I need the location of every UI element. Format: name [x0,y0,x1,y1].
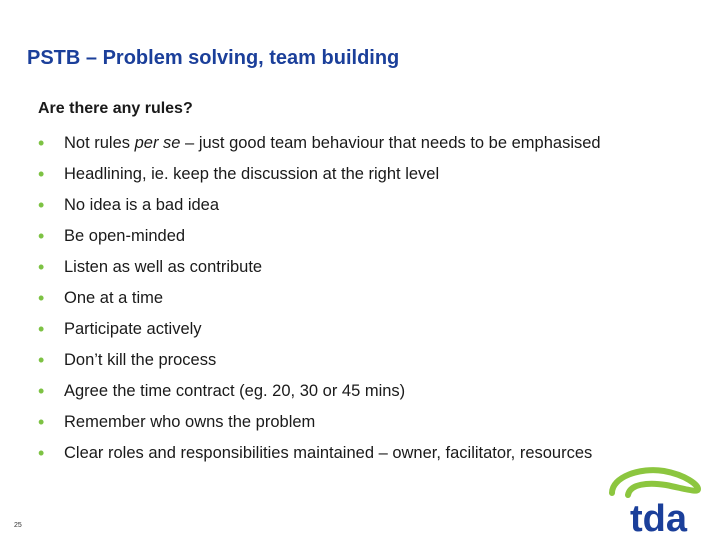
bullet-list [38,132,618,473]
bullet-text-after: – just good team behaviour that needs to be emphasised [180,134,601,152]
bullet-text: No idea is a bad idea [64,196,220,214]
bullet-text: Listen as well as contribute [64,258,263,276]
logo-text: tda [630,498,687,535]
bullet-item [38,287,618,309]
slide-subheading: Are there any rules? [38,100,193,117]
bullet-marker: • [38,319,45,339]
bullet-marker: • [38,226,45,246]
bullet-text-before: Not rules [64,134,135,152]
bullet-item [38,380,618,402]
bullet-marker: • [38,164,45,184]
bullet-item [38,194,618,216]
bullet-marker: • [38,412,45,432]
logo-swoosh [612,470,698,495]
bullet-marker: • [38,257,45,277]
bullet-text: Don’t kill the process [64,351,217,369]
tda-logo [606,463,714,535]
bullet-item [38,442,618,464]
page-number: 25 [14,522,22,529]
bullet-text: Agree the time contract (eg. 20, 30 or 45 mins) [64,382,406,400]
bullet-marker: • [38,443,45,463]
bullet-text-italic: per se [134,134,181,152]
bullet-item [38,256,618,278]
bullet-marker: • [38,288,45,308]
bullet-text: Remember who owns the problem [64,413,316,431]
bullet-item [38,225,618,247]
bullet-item [38,132,618,154]
bullet-marker: • [38,133,45,153]
bullet-item [38,163,618,185]
slide-title: PSTB – Problem solving, team building [27,47,400,69]
bullet-text: Clear roles and responsibilities maintained – owner, facilitator, resources [64,444,593,462]
bullet-marker: • [38,381,45,401]
bullet-item [38,318,618,340]
bullet-marker: • [38,195,45,215]
bullet-text: Participate actively [64,320,202,338]
bullet-item [38,411,618,433]
bullet-marker: • [38,350,45,370]
bullet-text: Be open-minded [64,227,186,245]
bullet-item [38,349,618,371]
bullet-text: One at a time [64,289,164,307]
bullet-text: Headlining, ie. keep the discussion at the right level [64,165,440,183]
